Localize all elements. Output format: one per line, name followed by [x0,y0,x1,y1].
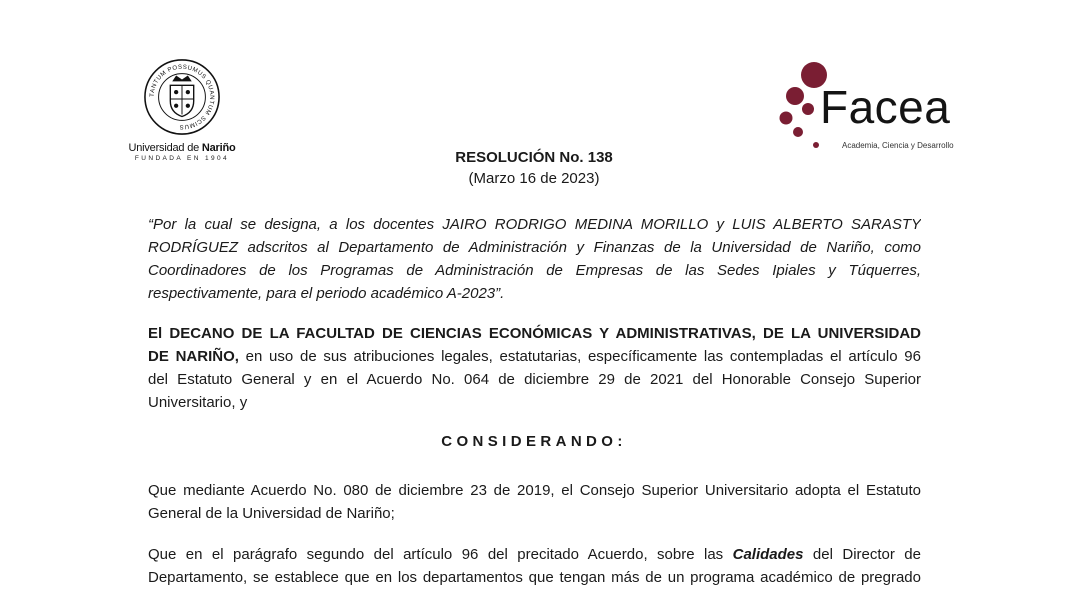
considering-paragraph-1 [148,479,921,525]
authority-line: Universitario, y [148,394,248,411]
preamble [148,213,921,305]
preamble-line: Coordinadores de los Programas de Administración de Empresas de las Sedes Ipiales y Túquerres, [148,262,921,279]
university-seal-icon [143,58,221,136]
considering-line: Departamento, se establece que en los departamentos que tengan más de un programa académico de pregrado [148,569,921,586]
preamble-line: respectivamente, para el periodo académico A-2023”. [148,285,505,302]
facea-wordmark: Facea [820,81,951,133]
university-name-regular: Universidad de [128,142,200,154]
seal-motto: TANTUM POSSUMUS QUANTUM SCIMUS [149,64,215,130]
preamble-line: RODRÍGUEZ adscritos al Departamento de Administración y Finanzas de la Universidad de Nariño, como [148,239,921,256]
calidades-emphasis: Calidades [732,546,804,563]
authority-text: en uso de sus atribuciones legales, estatutarias, específicamente las contempladas el artículo 96 [238,348,921,365]
considering-text: del Director de [803,546,921,563]
authority-line [148,345,921,368]
considering-text: Que en el parágrafo segundo del artículo 96 del precitado Acuerdo, sobre las [148,546,733,563]
preamble-line: “Por la cual se designa, a los docentes JAIRO RODRIGO MEDINA MORILLO y LUIS ALBERTO SARASTY [148,216,921,233]
authority-line: del Estatuto General y en el Acuerdo No. 064 de diciembre 29 de 2021 del Honorable Consejo Superior [148,371,921,388]
considering-line: General de la Universidad de Nariño; [148,505,395,522]
considerando-heading: CONSIDERANDO: [441,433,627,450]
resolution-title: RESOLUCIÓN No. 138 [455,149,613,166]
university-name-bold: Nariño [201,142,236,154]
facea-tagline: Academia, Ciencia y Desarrollo [842,141,954,150]
authority-line: El DECANO DE LA FACULTAD DE CIENCIAS ECONÓMICAS Y ADMINISTRATIVAS, DE LA UNIVERSIDAD [148,325,921,342]
considering-paragraph-2 [148,543,921,589]
considering-line [148,543,921,566]
authority-bold-text: DE NARIÑO, [148,348,239,365]
resolution-date: (Marzo 16 de 2023) [468,170,600,187]
faculty-logo [776,58,986,158]
authority-paragraph [148,322,921,414]
university-founded: FUNDADA EN 1904 [134,155,230,162]
considering-line: Que mediante Acuerdo No. 080 de diciembre 23 de 2019, el Consejo Superior Universitario adopta el Estatuto [148,482,921,499]
